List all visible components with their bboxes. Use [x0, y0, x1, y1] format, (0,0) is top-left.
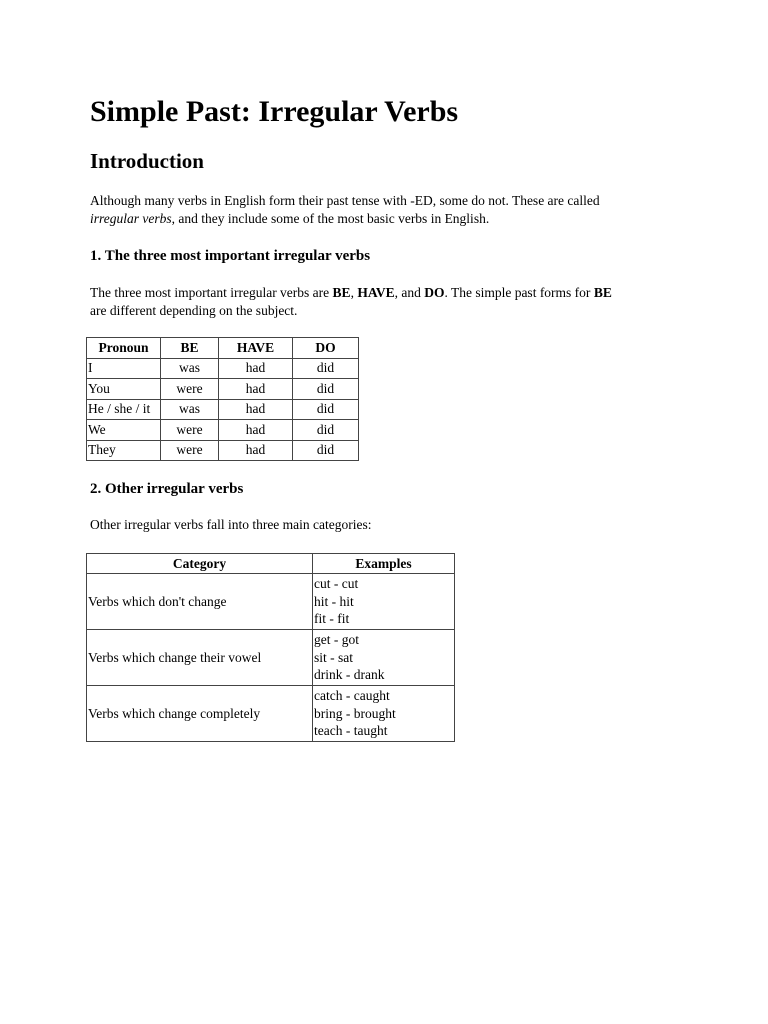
table-row: [87, 379, 359, 400]
table-row: [87, 440, 359, 461]
examples-cell: [313, 574, 455, 630]
intro-line-2: [90, 210, 710, 228]
example-item: cut - cut: [314, 575, 359, 591]
examples-cell: [313, 630, 455, 686]
category-cell: Verbs which change completely: [87, 686, 313, 742]
header-be: BE: [161, 338, 219, 359]
pronoun-cell: They: [87, 440, 161, 461]
s1-have: HAVE: [357, 285, 395, 300]
intro-line-2-rest: , and they include some of the most basic verbs in English.: [171, 211, 490, 226]
category-table: [86, 553, 455, 742]
intro-line-1: Although many verbs in English form their past tense with -ED, some do not. These are called: [90, 193, 600, 208]
s1-do: DO: [424, 285, 445, 300]
have-cell: had: [219, 420, 293, 441]
irregular-verbs-term: irregular verbs: [90, 211, 172, 226]
section1-paragraph: [90, 284, 710, 320]
pronoun-verb-table: [86, 337, 359, 461]
example-item: sit - sat: [314, 649, 353, 665]
have-cell: had: [219, 358, 293, 379]
s1-text-c: , and: [394, 285, 425, 300]
s1-be: BE: [332, 285, 351, 300]
do-cell: did: [293, 379, 359, 400]
be-cell: were: [161, 379, 219, 400]
table-row: [87, 574, 455, 630]
section2-paragraph: Other irregular verbs fall into three main categories:: [90, 517, 372, 532]
table-header-row: [87, 338, 359, 359]
pronoun-cell: You: [87, 379, 161, 400]
example-item: teach - taught: [314, 723, 388, 739]
header-have: HAVE: [219, 338, 293, 359]
header-pronoun: Pronoun: [87, 338, 161, 359]
do-cell: did: [293, 399, 359, 420]
be-cell: was: [161, 399, 219, 420]
table-row: [87, 630, 455, 686]
example-item: hit - hit: [314, 593, 354, 609]
table-row: [87, 686, 455, 742]
section1-heading: 1. The three most important irregular verbs: [90, 248, 371, 264]
example-item: get - got: [314, 631, 359, 647]
pronoun-cell: He / she / it: [87, 399, 161, 420]
example-item: fit - fit: [314, 611, 350, 627]
section1-line-1: [90, 284, 710, 302]
category-cell: Verbs which change their vowel: [87, 630, 313, 686]
example-item: catch - caught: [314, 687, 390, 703]
category-cell: Verbs which don't change: [87, 574, 313, 630]
example-item: bring - brought: [314, 705, 396, 721]
page-title: Simple Past: Irregular Verbs: [90, 95, 459, 128]
do-cell: did: [293, 358, 359, 379]
intro-paragraph: [90, 192, 710, 228]
s1-text-b: ,: [350, 285, 358, 300]
intro-heading: Introduction: [90, 149, 204, 173]
do-cell: did: [293, 420, 359, 441]
header-examples: Examples: [313, 554, 455, 574]
pronoun-cell: We: [87, 420, 161, 441]
have-cell: had: [219, 399, 293, 420]
be-cell: was: [161, 358, 219, 379]
table-row: [87, 399, 359, 420]
be-cell: were: [161, 420, 219, 441]
header-category: Category: [87, 554, 313, 574]
s1-be-2: BE: [593, 285, 612, 300]
section2-heading: 2. Other irregular verbs: [90, 481, 244, 497]
table-header-row: [87, 554, 455, 574]
be-cell: were: [161, 440, 219, 461]
table-row: [87, 420, 359, 441]
s1-text-a: The three most important irregular verbs are: [90, 285, 333, 300]
header-do: DO: [293, 338, 359, 359]
do-cell: did: [293, 440, 359, 461]
example-item: drink - drank: [314, 667, 385, 683]
have-cell: had: [219, 440, 293, 461]
s1-text-d: . The simple past forms for: [444, 285, 594, 300]
pronoun-cell: I: [87, 358, 161, 379]
section1-line-2: are different depending on the subject.: [90, 303, 298, 318]
have-cell: had: [219, 379, 293, 400]
examples-cell: [313, 686, 455, 742]
table-row: [87, 358, 359, 379]
